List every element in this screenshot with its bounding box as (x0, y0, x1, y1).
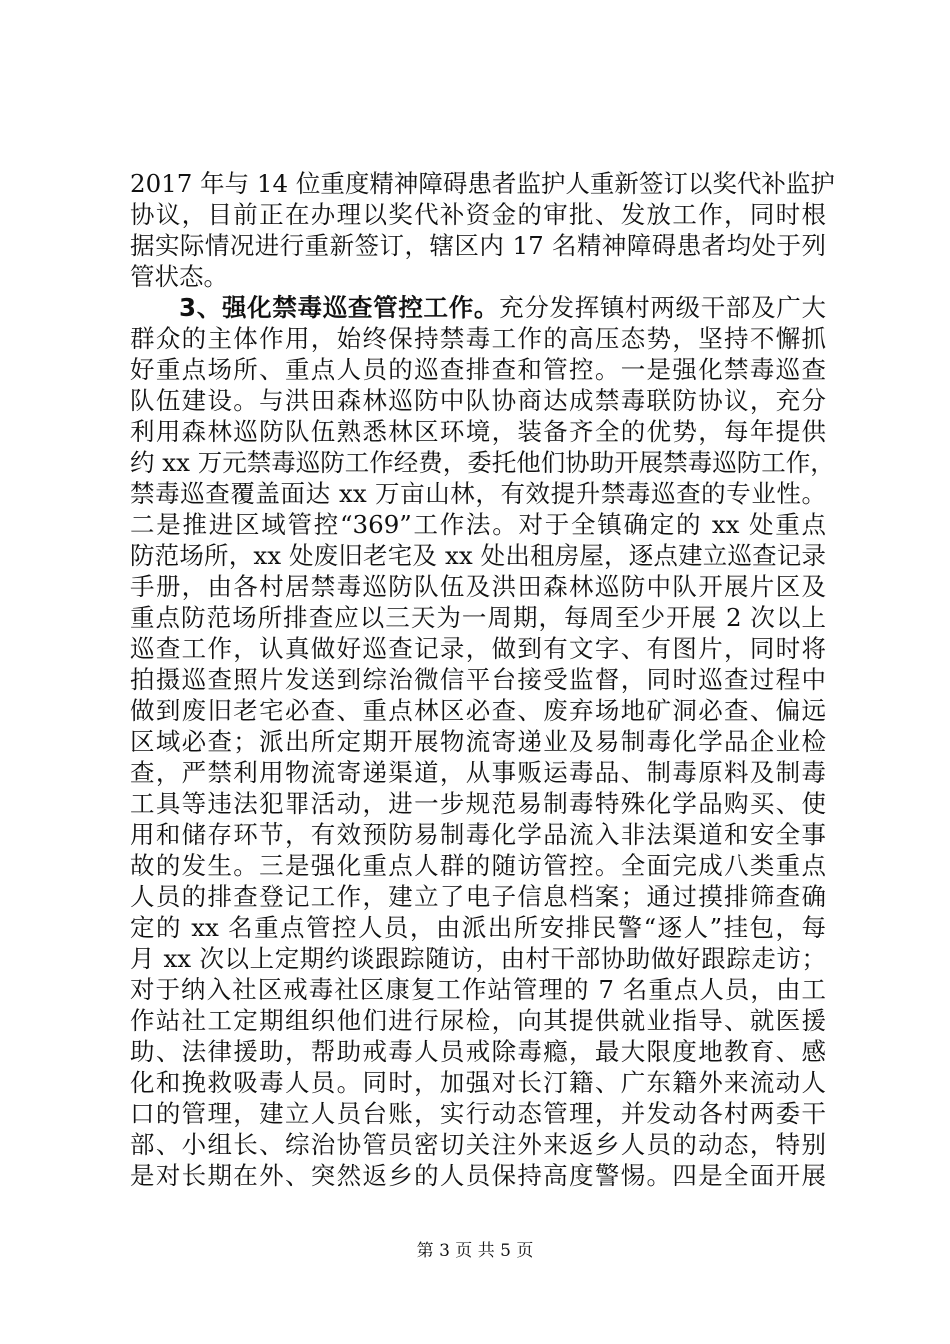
text-line: 故的发生。三是强化重点人群的随访管控。全面完成八类重点 (130, 851, 826, 880)
text-line: 队伍建设。与洪田森林巡防中队协商达成禁毒联防协议，充分 (130, 386, 826, 415)
page-number: 第 3 页 共 5 页 (416, 1241, 534, 1261)
text-line: 人员的排查登记工作，建立了电子信息档案；通过摸排筛查确 (130, 882, 826, 911)
text-line: 巡查工作，认真做好巡查记录，做到有文字、有图片，同时将 (130, 634, 826, 663)
text-line: 好重点场所、重点人员的巡查排查和管控。一是强化禁毒巡查 (130, 355, 826, 384)
text-line: 手册，由各村居禁毒巡防队伍及洪田森林巡防中队开展片区及 (130, 572, 826, 601)
text-line: 约 xx 万元禁毒巡防工作经费，委托他们协助开展禁毒巡防工作， (130, 448, 835, 477)
text-line: 拍摄巡查照片发送到综治微信平台接受监督，同时巡查过程中 (130, 665, 826, 694)
text-line: 用和储存环节，有效预防易制毒化学品流入非法渠道和安全事 (130, 820, 826, 849)
text-line: 部、小组长、综治协管员密切关注外来返乡人员的动态，特别 (130, 1130, 826, 1159)
text-line: 2017 年与 14 位重度精神障碍患者监护人重新签订以奖代补监护 (130, 169, 835, 198)
text-line-rest: 充分发挥镇村两级干部及广大 (499, 293, 827, 322)
text-line (130, 292, 826, 323)
document-body (130, 168, 835, 1191)
text-line: 协议，目前正在办理以奖代补资金的审批、发放工作，同时根 (130, 200, 826, 229)
text-line: 防范场所，xx 处废旧老宅及 xx 处出租房屋，逐点建立巡查记录 (130, 541, 826, 570)
text-line: 月 xx 次以上定期约谈跟踪随访，由村干部协助做好跟踪走访； (130, 944, 826, 973)
section-heading: 3、强化禁毒巡查管控工作。 (179, 293, 500, 322)
text-line: 二是推进区域管控“369”工作法。对于全镇确定的 xx 处重点 (130, 510, 826, 539)
text-line: 区域必查；派出所定期开展物流寄递业及易制毒化学品企业检 (130, 727, 826, 756)
text-line: 化和挽救吸毒人员。同时，加强对长汀籍、广东籍外来流动人 (130, 1068, 826, 1097)
text-line: 据实际情况进行重新签订，辖区内 17 名精神障碍患者均处于列 (130, 231, 826, 260)
text-line: 重点防范场所排查应以三天为一周期，每周至少开展 2 次以上 (130, 603, 826, 632)
page-footer (0, 1240, 950, 1262)
text-line: 做到废旧老宅必查、重点林区必查、废弃场地矿洞必查、偏远 (130, 696, 826, 725)
text-line: 管状态。 (130, 262, 228, 291)
text-line: 利用森林巡防队伍熟悉林区环境，装备齐全的优势，每年提供 (130, 417, 826, 446)
text-line: 是对长期在外、突然返乡的人员保持高度警惕。四是全面开展 (130, 1161, 826, 1190)
text-line: 禁毒巡查覆盖面达 xx 万亩山林，有效提升禁毒巡查的专业性。 (130, 479, 826, 508)
text-line: 助、法律援助，帮助戒毒人员戒除毒瘾，最大限度地教育、感 (130, 1037, 826, 1066)
text-line: 查，严禁利用物流寄递渠道，从事贩运毒品、制毒原料及制毒 (130, 758, 826, 787)
text-line: 口的管理，建立人员台账，实行动态管理，并发动各村两委干 (130, 1099, 826, 1128)
text-line: 作站社工定期组织他们进行尿检，向其提供就业指导、就医援 (130, 1006, 826, 1035)
paragraph-2 (130, 292, 835, 1191)
text-line: 对于纳入社区戒毒社区康复工作站管理的 7 名重点人员，由工 (130, 975, 826, 1004)
paragraph-1 (130, 168, 835, 292)
text-line: 定的 xx 名重点管控人员，由派出所安排民警“逐人”挂包，每 (130, 913, 826, 942)
text-line: 群众的主体作用，始终保持禁毒工作的高压态势，坚持不懈抓 (130, 324, 826, 353)
text-line: 工具等违法犯罪活动，进一步规范易制毒特殊化学品购买、使 (130, 789, 826, 818)
